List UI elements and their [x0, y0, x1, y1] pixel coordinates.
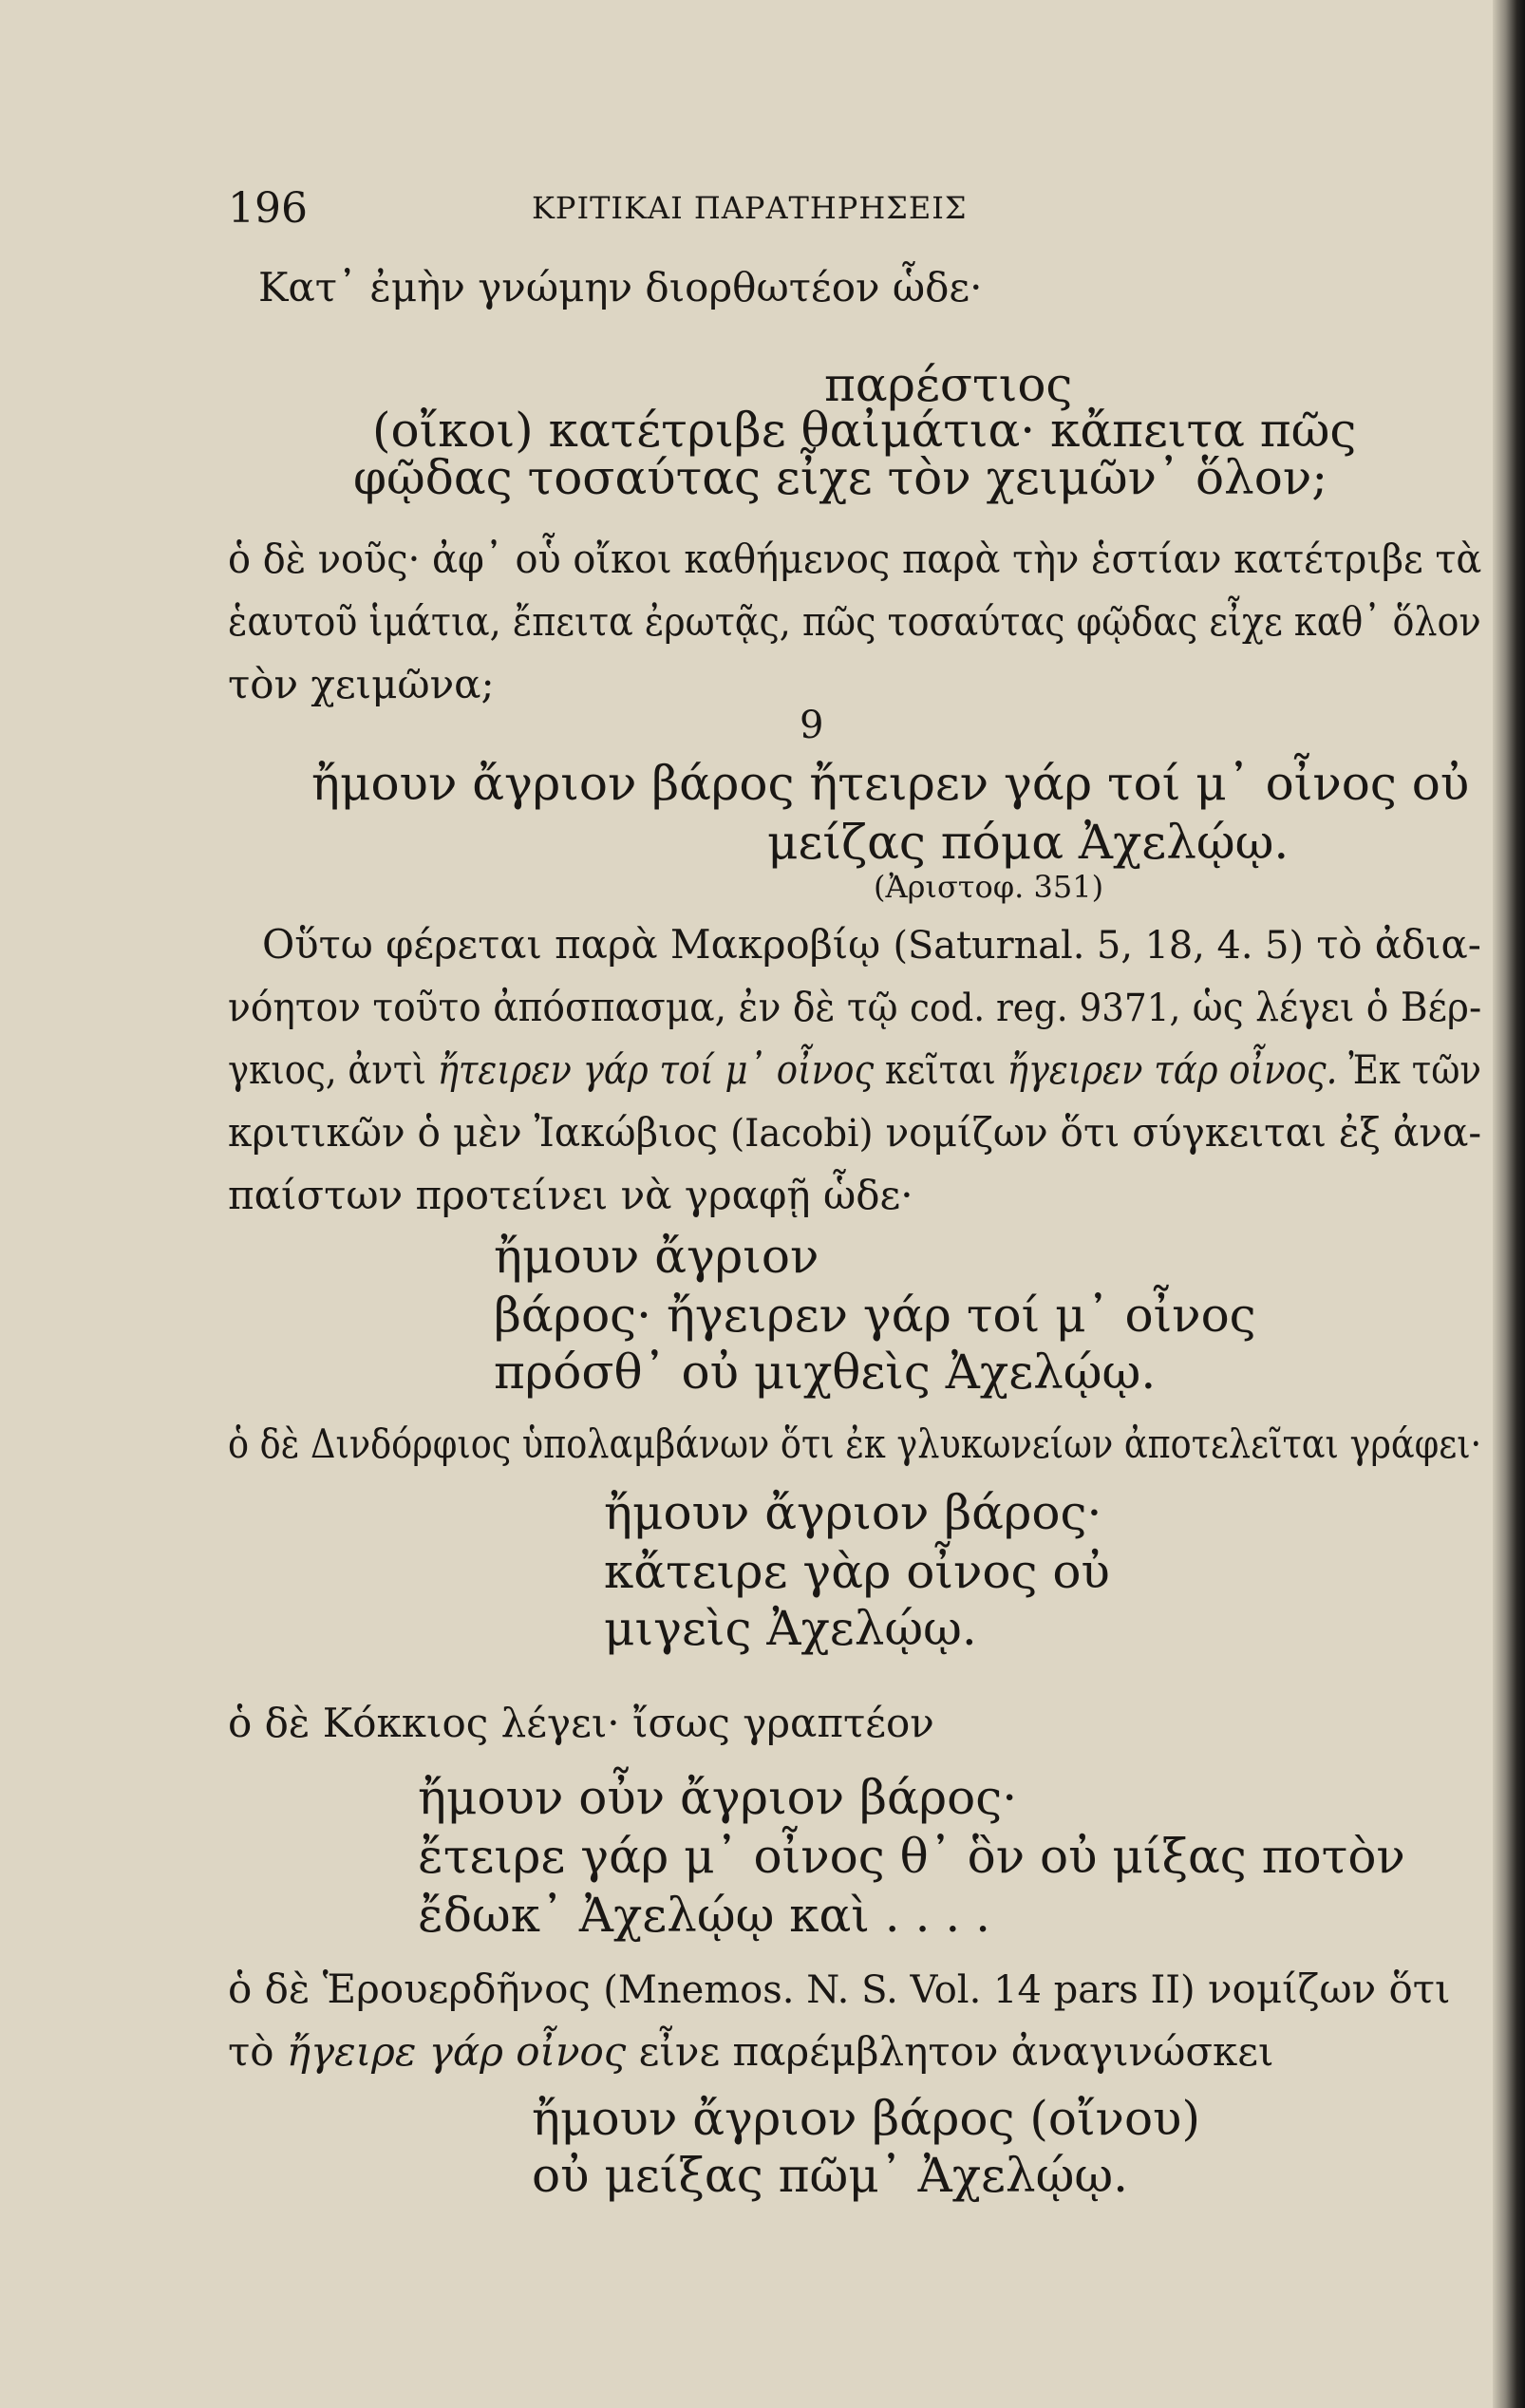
section-number: 9: [800, 704, 824, 747]
paragraph-line: ὁ δὲ νοῦς· ἀφ᾽ οὗ οἴκοι καθήμενος παρὰ τὴν ἑστίαν κατέτριβε τὰ: [228, 536, 1482, 582]
verse-line: ἤμουν ἄγριον βάρος ἤτειρεν γάρ τοί μ᾽ οἶνος οὐ: [311, 756, 1470, 811]
verse-line: ἔδωκ᾽ Ἀχελῴῳ καὶ . . . .: [418, 1888, 991, 1943]
paragraph-line: τὸ ἤγειρε γάρ οἶνος εἶνε παρέμβλητον ἀναγινώσκει: [228, 2028, 1274, 2075]
paragraph-line: ὁ δὲ Ἑρουερδῆνος (Mnemos. N. S. Vol. 14 pars II) νομίζων ὅτι: [228, 1966, 1451, 2012]
paragraph-line: ἑαυτοῦ ἱμάτια, ἔπειτα ἐρωτᾷς, πῶς τοσαύτας φῷδας εἶχε καθ᾽ ὅλον: [228, 598, 1481, 645]
verse-line: ἤμουν οὖν ἄγριον βάρος·: [418, 1770, 1018, 1825]
paragraph-line: γκιος, ἀντὶ ἤτειρεν γάρ τοί μ᾽ οἶνος κεῖται ἤγειρεν τάρ οἶνος. Ἐκ τῶν: [228, 1046, 1481, 1093]
paragraph-line: τὸν χειμῶνα;: [228, 661, 495, 707]
verse-line: μιγεὶς Ἀχελῴῳ.: [604, 1601, 977, 1656]
paragraph-4: ὁ δὲ Κόκκιος λέγει· ἴσως γραπτέον: [228, 1700, 934, 1746]
paragraph-3: ὁ δὲ Δινδόρφιος ὑπολαμβάνων ὅτι ἐκ γλυκωνείων ἀποτελεῖται γράφει·: [228, 1420, 1482, 1467]
paragraph-line: κριτικῶν ὁ μὲν Ἰακώβιος (Iacobi) νομίζων ὅτι σύγκειται ἐξ ἀνα-: [228, 1109, 1482, 1156]
verse-line: παρέστιος: [824, 357, 1073, 412]
verse-line: ἤμουν ἄγριον: [494, 1229, 819, 1284]
book-spine-edge: [1493, 0, 1525, 2408]
intro-line: Κατ᾽ ἐμὴν γνώμην διορθωτέον ὧδε·: [258, 264, 983, 310]
verse-line: ἔτειρε γάρ μ᾽ οἶνος θ᾽ ὃν οὐ μίξας ποτὸν: [418, 1829, 1405, 1884]
verse-line: ἤμουν ἄγριον βάρος (οἴνου): [532, 2091, 1200, 2146]
verse-line: (οἴκοι) κατέτριβε θαἰμάτια· κἄπειτα πῶς: [372, 403, 1357, 458]
verse-line: φῷδας τοσαύτας εἶχε τὸν χειμῶν᾽ ὅλον;: [353, 450, 1328, 505]
verse-line: κἄτειρε γὰρ οἶνος οὐ: [604, 1544, 1110, 1599]
paragraph-line: Οὕτω φέρεται παρὰ Μακροβίῳ (Saturnal. 5, 18, 4. 5) τὸ ἀδια-: [262, 921, 1481, 968]
verse-line: πρόσθ᾽ οὐ μιχθεὶς Ἀχελῴῳ.: [494, 1345, 1157, 1400]
paragraph-line: παίστων προτείνει νὰ γραφῇ ὧδε·: [228, 1172, 913, 1218]
source-citation: (Ἀριστοφ. 351): [874, 869, 1104, 905]
verse-line: οὐ μείξας πῶμ᾽ Ἀχελῴῳ.: [532, 2148, 1129, 2203]
page-number: 196: [228, 184, 308, 233]
paragraph-line: νόητον τοῦτο ἀπόσπασμα, ἐν δὲ τῷ cod. reg. 9371, ὡς λέγει ὁ Βέρ-: [228, 984, 1482, 1030]
running-title: ΚΡΙΤΙΚΑΙ ΠΑΡΑΤΗΡΗΣΕΙΣ: [532, 190, 968, 226]
verse-line: ἤμουν ἄγριον βάρος·: [604, 1485, 1102, 1540]
verse-line: βάρος· ἤγειρεν γάρ τοί μ᾽ οἶνος: [494, 1288, 1256, 1343]
verse-line: μείζας πόμα Ἀχελῴῳ.: [767, 815, 1290, 870]
